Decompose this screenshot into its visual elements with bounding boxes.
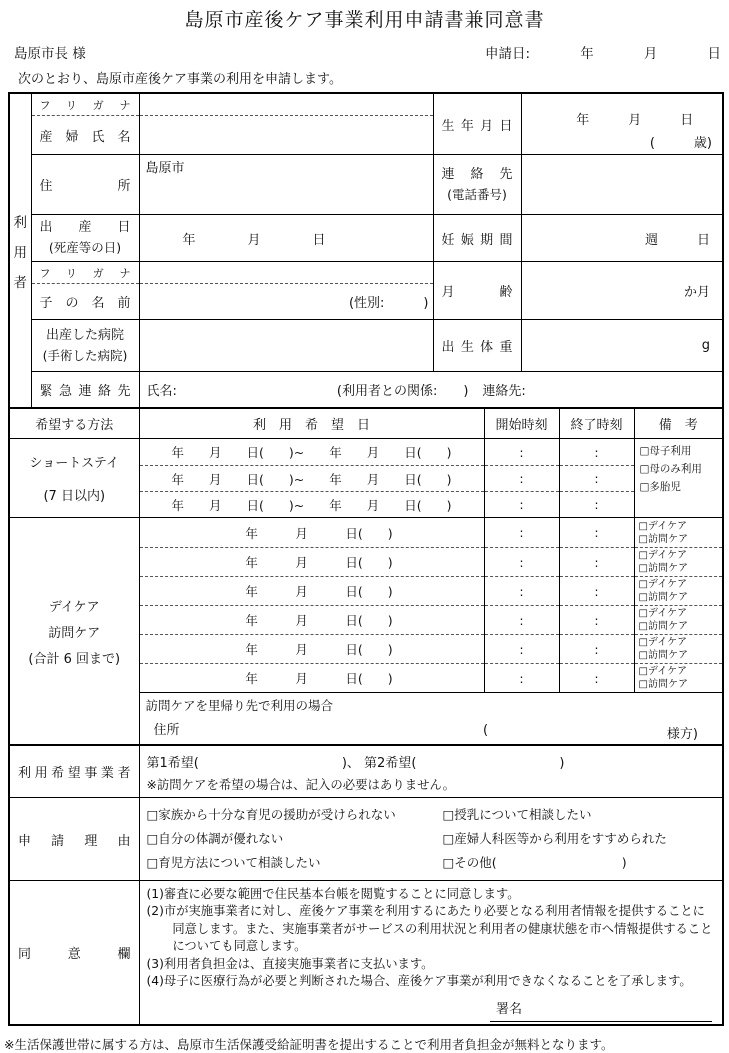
emergency-name-label: 氏名: [146,384,177,399]
checkbox-mother-child[interactable]: □母子利用 [639,445,692,457]
birth-weight-field[interactable]: g [521,320,723,372]
checkbox-visit-care[interactable]: □訪問ケア [638,563,688,574]
schedule-header-row [9,409,723,439]
provider-field[interactable] [139,746,723,798]
start-time-field[interactable]: : [485,605,559,634]
application-date [485,42,721,62]
checkbox-multiple-birth[interactable]: □多胎児 [639,481,681,493]
start-time-header: 開始時刻 [484,409,559,439]
start-time-field[interactable]: : [519,444,524,460]
emergency-contact-label: 連絡先: [482,384,526,399]
short-stay-start-fields[interactable] [484,439,559,518]
day-care-date-2[interactable]: 年 月 日( ) [140,547,484,576]
consent-item-1: (1)審査に必要な範囲で住民基本台帳を閲覧することに同意します。 [146,887,520,901]
row-delivery-date [9,215,723,262]
contact-field[interactable] [521,155,723,215]
day-care-date-6[interactable]: 年 月 日( ) [140,663,484,692]
row-mother-name [9,93,723,155]
emergency-label-cell [31,372,139,408]
checkbox-visit-care[interactable]: □訪問ケア [638,679,688,690]
applicant-side-label-cell [9,93,31,408]
homestay-address-label: 住所 [153,723,180,738]
delivery-date-field[interactable]: 年 月 日 [139,215,433,262]
end-time-field[interactable]: : [594,525,599,540]
reason-row [9,798,723,881]
checkbox-childcare-consult[interactable]: □育児方法について相談したい [146,855,321,870]
pregnancy-label-cell [433,215,521,262]
child-name-label-cell [31,262,139,320]
address-label: 住所 [39,179,131,194]
emergency-field[interactable] [139,372,723,408]
furigana-label: フリガナ [39,98,131,112]
hospital-field[interactable] [139,320,433,372]
end-time-field[interactable]: : [560,465,634,491]
birth-date-field[interactable] [521,93,723,155]
consent-item-2: (2)市が実施事業者に対し、産後ケア事業を利用するにあたり必要となる利用者情報を提供することに同意します。また、実施事業者がサービスの利用状況と利用者の健康状態を市へ情報提供することについても同意します。 [146,904,713,954]
checkbox-day-care[interactable]: □デイケア [638,579,688,590]
month-label: 月 [643,46,658,62]
consent-label: 同意欄 [18,946,131,962]
end-time-field[interactable]: : [560,491,634,517]
start-time-field[interactable]: : [485,634,559,663]
day-care-row [9,518,723,693]
homestay-carer-field[interactable] [483,723,698,742]
homestay-cell [139,693,723,745]
signature-label: 署名 [496,1002,523,1018]
address-prefill: 島原市 [145,161,185,176]
short-stay-label-cell [9,439,139,518]
row-address [9,155,723,215]
child-name-label: 子の名前 [39,296,131,311]
birth-date-label-cell [433,93,521,155]
emergency-label: 緊急連絡先 [39,384,131,399]
schedule-table [8,408,724,745]
checkbox-breastfeeding-consult[interactable]: □授乳について相談したい [442,807,592,822]
birth-weight-label-cell [433,320,521,372]
checkbox-day-care[interactable]: □デイケア [638,637,688,648]
day-care-date-3[interactable]: 年 月 日( ) [140,576,484,605]
visit-care-label: 訪問ケア [48,625,101,641]
page-title: 島原市産後ケア事業利用申請書兼同意書 [184,9,545,31]
day-label: 日 [707,46,721,62]
welfare-footnote: ※生活保護世帯に属する方は、島原市生活保護受給証明書を提出することで利用者負担金が無料となります。 [4,1036,614,1052]
side-char-1: 利 [13,214,27,231]
mother-name-label-cell [31,93,139,155]
paren-close: 様方) [666,727,698,742]
header-line [14,42,721,62]
delivery-date-label: 出産日 [39,220,131,236]
short-stay-row [9,439,723,518]
checkbox-visit-care[interactable]: □訪問ケア [638,533,688,545]
day-care-label-sub: (合計 6 回まで) [28,651,121,667]
short-stay-date-3[interactable]: 年 月 日( )~ 年 月 日( ) [140,491,484,517]
applicant-table [8,92,724,408]
side-char-2: 用 [13,244,27,261]
hospital-label-cell [31,320,139,372]
delivery-date-label-sub: (死産等の日) [48,240,122,256]
checkbox-visit-care[interactable]: □訪問ケア [638,621,688,632]
short-stay-end-fields[interactable] [559,439,634,518]
hospital-label: 出産した病院 [45,328,124,344]
consent-field [139,881,723,1025]
consent-item-4: (4)母子に医療行為が必要と判断された場合、産後ケア事業が利用できなくなることを了承します。 [146,974,692,989]
month-age-label-cell [433,262,521,320]
homestay-note: 訪問ケアを里帰り先で利用の場合 [145,698,334,713]
checkbox-mother-only[interactable]: □母のみ利用 [639,463,702,475]
checkbox-day-care[interactable]: □デイケア [638,550,688,561]
day-care-date-4[interactable]: 年 月 日( ) [140,605,484,634]
short-stay-remarks-cell [634,439,723,518]
checkbox-no-family-support[interactable]: □家族から十分な育児の援助が受けられない [146,807,396,822]
short-stay-label: ショートステイ [29,456,119,471]
application-date-label: 申請日: [485,46,531,62]
contact-label: 連絡先 [441,166,513,182]
end-time-field[interactable]: : [560,576,634,605]
signature-field[interactable] [490,1001,712,1021]
hospital-label-sub: (手術した病院) [42,348,128,364]
remarks-header: 備 考 [634,409,723,439]
month-age-label: 月齢 [441,285,513,300]
row-emergency [9,372,723,408]
mother-name-label: 産婦氏名 [39,129,131,145]
contact-label-sub: (電話番号) [447,186,507,202]
date-header: 利 用 希 望 日 [139,409,484,439]
checkbox-visit-care[interactable]: □訪問ケア [638,592,688,603]
checkbox-doctor-recommended[interactable]: □産婦人科医等から利用をすすめられた [442,831,667,846]
address-field[interactable] [139,155,433,215]
checkbox-poor-health[interactable]: □自分の体調が優れない [146,831,284,846]
end-time-field[interactable]: : [594,444,599,460]
short-stay-date-1[interactable]: 年 月 日( )~ 年 月 日( ) [171,445,452,460]
child-furigana-label: フリガナ [39,266,131,280]
bottom-table [8,745,724,1026]
start-time-field[interactable]: : [485,663,559,692]
day-care-label-cell [9,518,139,745]
consent-item-3: (3)利用者負担金は、直接実施事業者に支払います。 [146,956,434,971]
child-name-field[interactable] [139,262,433,320]
day-care-start-fields[interactable] [484,518,559,693]
side-char-3: 者 [13,274,27,291]
start-time-field[interactable]: : [485,465,559,491]
day-care-date-1[interactable]: 年 月 日( ) [245,525,393,541]
end-time-field[interactable]: : [560,605,634,634]
checkbox-other[interactable]: □その他( ) [442,855,627,870]
intro-sentence: 次のとおり、島原市産後ケア事業の利用を申請します。 [18,72,342,87]
birth-age-placeholder: ( 歳) [649,135,712,151]
paren-open: ( [483,723,489,738]
checkbox-day-care[interactable]: □デイケア [638,608,688,619]
day-care-date-fields[interactable] [139,518,484,693]
row-hospital [9,320,723,372]
start-time-field[interactable]: : [519,525,524,540]
emergency-relation-label: (利用者との関係: ) [336,384,469,399]
checkbox-day-care[interactable]: □デイケア [638,666,688,677]
start-time-field[interactable]: : [485,576,559,605]
start-time-field[interactable]: : [485,547,559,576]
pregnancy-label: 妊娠期間 [441,232,513,248]
provider-note: ※訪問ケアを希望の場合は、記入の必要はありません。 [146,777,456,792]
month-age-field[interactable]: か月 [521,262,723,320]
day-care-label: デイケア [48,599,100,615]
address-label-cell [31,155,139,215]
reason-field [139,798,723,881]
consent-label-cell [9,881,139,1025]
day-care-date-5[interactable]: 年 月 日( ) [140,634,484,663]
short-stay-date-fields[interactable] [139,439,484,518]
checkbox-visit-care[interactable]: □訪問ケア [638,650,688,661]
method-header: 希望する方法 [9,409,139,439]
birth-weight-label: 出生体重 [441,340,513,355]
delivery-date-label-cell [31,215,139,262]
birth-date-placeholder: 年 月 日 [576,113,694,128]
short-stay-label-sub: (7 日以内) [43,489,106,504]
end-time-header: 終了時刻 [559,409,634,439]
addressee: 島原市長 様 [14,46,86,62]
row-child-name [9,262,723,320]
short-stay-date-2[interactable]: 年 月 日( )~ 年 月 日( ) [140,465,484,491]
birth-date-label: 生年月日 [441,118,513,134]
end-time-field[interactable]: : [560,634,634,663]
pregnancy-field[interactable]: 週 日 [521,215,723,262]
contact-label-cell [433,155,521,215]
provider-choices[interactable]: 第1希望( )、 第2希望( ) [146,756,565,771]
reason-label-cell [9,798,139,881]
reason-label: 申請理由 [18,833,131,849]
child-sex-placeholder: (性別: ) [348,296,429,311]
start-time-field[interactable]: : [485,491,559,517]
mother-name-field[interactable] [139,93,433,155]
checkbox-day-care[interactable]: □デイケア [638,520,688,532]
end-time-field[interactable]: : [560,547,634,576]
end-time-field[interactable]: : [560,663,634,692]
consent-row [9,881,723,1025]
day-care-end-fields[interactable] [559,518,634,693]
day-care-remarks-cell [634,518,723,693]
provider-row [9,746,723,798]
year-label: 年 [580,46,594,62]
provider-label: 利用希望事業者 [18,766,131,781]
provider-label-cell [9,746,139,798]
